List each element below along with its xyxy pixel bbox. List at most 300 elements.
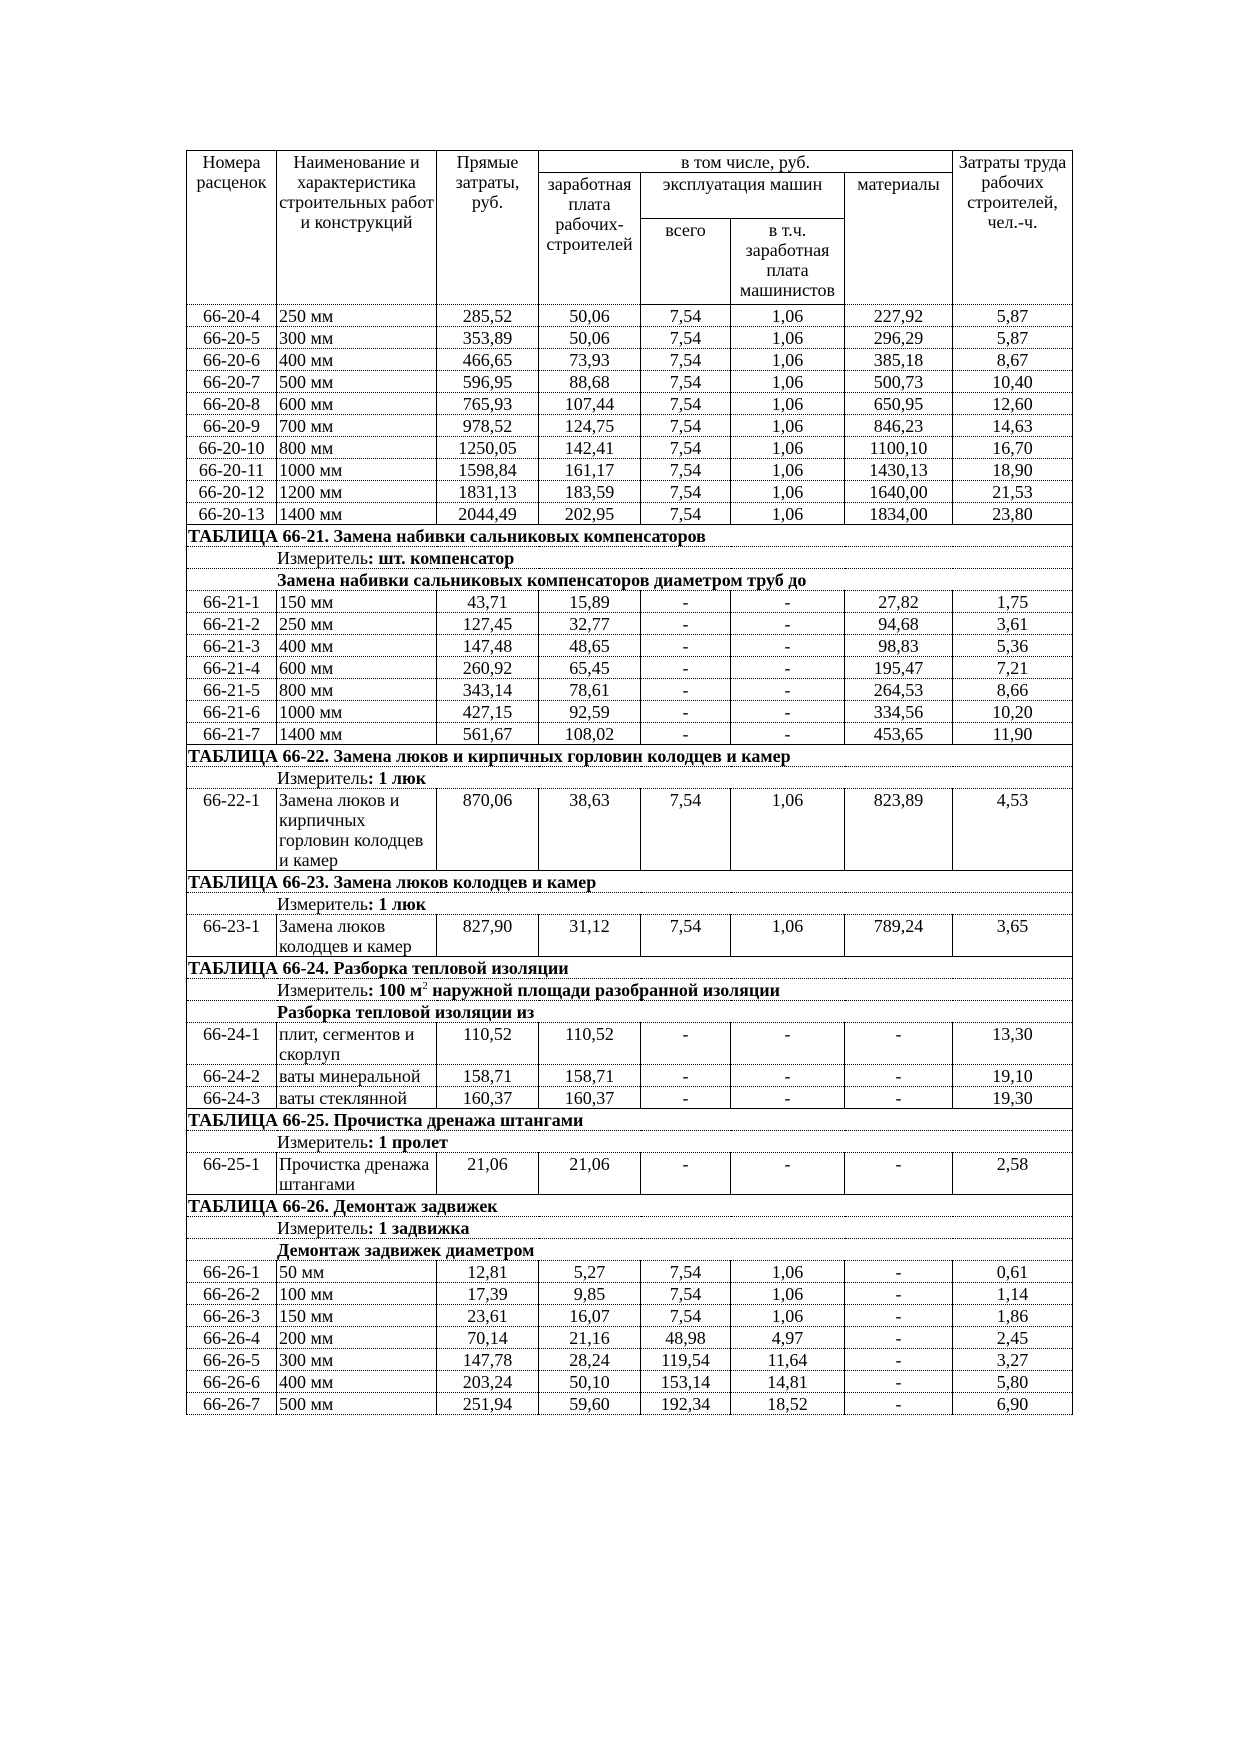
cell-machines-total: 153,14: [641, 1371, 731, 1393]
row-name: 600 мм: [277, 657, 437, 679]
cell-direct-costs: 978,52: [437, 415, 539, 437]
cell-machines-wage: 14,81: [731, 1371, 845, 1393]
row-code: 66-20-10: [187, 437, 277, 459]
row-name: 300 мм: [277, 327, 437, 349]
cell-machines-wage: 1,06: [731, 481, 845, 503]
cell-direct-costs: 160,37: [437, 1087, 539, 1109]
table-row: [187, 701, 1073, 723]
cell-wage: 32,77: [539, 613, 641, 635]
row-code: 66-20-7: [187, 371, 277, 393]
cell-machines-wage: 1,06: [731, 349, 845, 371]
cell-wage: 21,16: [539, 1327, 641, 1349]
table-row: [187, 481, 1073, 503]
cell-direct-costs: 21,06: [437, 1153, 539, 1195]
table-row: [187, 349, 1073, 371]
row-code: 66-21-7: [187, 723, 277, 745]
row-name: 200 мм: [277, 1327, 437, 1349]
cell-machines-total: 7,54: [641, 1283, 731, 1305]
cell-labor: 3,61: [953, 613, 1073, 635]
row-name: ваты стеклянной: [277, 1087, 437, 1109]
measure-label: Измеритель: [277, 1132, 368, 1152]
header-machines: эксплуатация машин: [641, 173, 845, 219]
cell-machines-total: 7,54: [641, 371, 731, 393]
cell-wage: 108,02: [539, 723, 641, 745]
measure-label: Измеритель: [277, 894, 368, 914]
cell-materials: 846,23: [845, 415, 953, 437]
cell-direct-costs: 353,89: [437, 327, 539, 349]
measure-value-rest: наружной площади разобранной изоляции: [427, 980, 781, 1000]
cell-materials: 1834,00: [845, 503, 953, 525]
section-title: ТАБЛИЦА 66-25. Прочистка дренажа штангами: [187, 1109, 1073, 1131]
cell-direct-costs: 110,52: [437, 1023, 539, 1065]
row-code: 66-22-1: [187, 789, 277, 871]
table-row: [187, 1349, 1073, 1371]
cell-machines-wage: 11,64: [731, 1349, 845, 1371]
cell-machines-total: -: [641, 613, 731, 635]
section-title: ТАБЛИЦА 66-26. Демонтаж задвижек: [187, 1195, 1073, 1217]
cell-wage: 28,24: [539, 1349, 641, 1371]
cell-materials: 823,89: [845, 789, 953, 871]
cell-machines-wage: 1,06: [731, 393, 845, 415]
measure-row: [187, 767, 1073, 789]
row-name: 400 мм: [277, 349, 437, 371]
row-code: 66-26-1: [187, 1261, 277, 1283]
cell-materials: 195,47: [845, 657, 953, 679]
cell-materials: 334,56: [845, 701, 953, 723]
cell-labor: 18,90: [953, 459, 1073, 481]
cell-machines-wage: 1,06: [731, 1305, 845, 1327]
cell-direct-costs: 1831,13: [437, 481, 539, 503]
row-code: 66-26-2: [187, 1283, 277, 1305]
cell-wage: 50,06: [539, 305, 641, 327]
measure-row: [187, 547, 1073, 569]
cell-wage: 16,07: [539, 1305, 641, 1327]
cell-labor: 10,40: [953, 371, 1073, 393]
cell-machines-wage: 1,06: [731, 327, 845, 349]
section-title-row: [187, 871, 1073, 893]
cell-wage: 31,12: [539, 915, 641, 957]
row-name: 1000 мм: [277, 701, 437, 723]
cell-materials: 264,53: [845, 679, 953, 701]
cell-labor: 5,80: [953, 1371, 1073, 1393]
section-title-row: [187, 525, 1073, 547]
cell-machines-wage: -: [731, 657, 845, 679]
measure-label: Измеритель: [277, 1218, 368, 1238]
row-code: 66-21-3: [187, 635, 277, 657]
row-name: 800 мм: [277, 437, 437, 459]
table-row: [187, 371, 1073, 393]
row-name: 250 мм: [277, 305, 437, 327]
cell-materials: -: [845, 1283, 953, 1305]
table-row: [187, 789, 1073, 871]
cell-labor: 2,45: [953, 1327, 1073, 1349]
header-including: в том числе, руб.: [539, 151, 953, 173]
cell-direct-costs: 1598,84: [437, 459, 539, 481]
cell-machines-total: 7,54: [641, 459, 731, 481]
row-code: 66-26-6: [187, 1371, 277, 1393]
section-title: ТАБЛИЦА 66-22. Замена люков и кирпичных горловин колодцев и камер: [187, 745, 1073, 767]
subheading-row: [187, 1239, 1073, 1261]
cell-machines-wage: -: [731, 1153, 845, 1195]
cell-machines-total: 192,34: [641, 1393, 731, 1415]
cell-materials: 385,18: [845, 349, 953, 371]
cell-machines-wage: 4,97: [731, 1327, 845, 1349]
cell-direct-costs: 127,45: [437, 613, 539, 635]
header-machines-total: всего: [641, 219, 731, 305]
cell-materials: 27,82: [845, 591, 953, 613]
row-code: 66-26-7: [187, 1393, 277, 1415]
row-code: 66-20-4: [187, 305, 277, 327]
row-code: 66-20-11: [187, 459, 277, 481]
header-code: Номера расценок: [187, 151, 277, 305]
row-name: 100 мм: [277, 1283, 437, 1305]
table-row: [187, 1261, 1073, 1283]
cell-materials: -: [845, 1023, 953, 1065]
row-name: 1200 мм: [277, 481, 437, 503]
cell-machines-total: 7,54: [641, 503, 731, 525]
cell-labor: 1,86: [953, 1305, 1073, 1327]
cell-labor: 8,67: [953, 349, 1073, 371]
cell-labor: 4,53: [953, 789, 1073, 871]
table-row: [187, 327, 1073, 349]
table-row: [187, 1087, 1073, 1109]
row-code: 66-20-8: [187, 393, 277, 415]
row-name: 400 мм: [277, 1371, 437, 1393]
cell-wage: 59,60: [539, 1393, 641, 1415]
cell-wage: 142,41: [539, 437, 641, 459]
price-table: [186, 150, 1073, 1415]
cell-machines-total: 7,54: [641, 305, 731, 327]
cell-materials: 98,83: [845, 635, 953, 657]
cell-materials: 296,29: [845, 327, 953, 349]
cell-machines-wage: 1,06: [731, 789, 845, 871]
cell-machines-total: -: [641, 635, 731, 657]
cell-machines-total: -: [641, 1065, 731, 1087]
cell-wage: 107,44: [539, 393, 641, 415]
measure-value: : 1 люк: [367, 768, 427, 788]
measure-value: : 1 люк: [367, 894, 427, 914]
measure-row: [187, 1131, 1073, 1153]
cell-direct-costs: 870,06: [437, 789, 539, 871]
cell-machines-total: 7,54: [641, 349, 731, 371]
cell-materials: -: [845, 1349, 953, 1371]
table-row: [187, 1327, 1073, 1349]
row-name: 250 мм: [277, 613, 437, 635]
measure-row: [187, 1217, 1073, 1239]
cell-wage: 158,71: [539, 1065, 641, 1087]
table-row: [187, 1023, 1073, 1065]
cell-machines-total: -: [641, 657, 731, 679]
cell-materials: 1100,10: [845, 437, 953, 459]
cell-wage: 124,75: [539, 415, 641, 437]
cell-labor: 3,65: [953, 915, 1073, 957]
row-code: 66-20-12: [187, 481, 277, 503]
cell-wage: 160,37: [539, 1087, 641, 1109]
cell-wage: 15,89: [539, 591, 641, 613]
cell-materials: 789,24: [845, 915, 953, 957]
cell-materials: -: [845, 1327, 953, 1349]
cell-labor: 23,80: [953, 503, 1073, 525]
cell-wage: 48,65: [539, 635, 641, 657]
table-row: [187, 305, 1073, 327]
cell-materials: -: [845, 1065, 953, 1087]
row-code: 66-26-4: [187, 1327, 277, 1349]
table-row: [187, 1153, 1073, 1195]
cell-machines-total: 48,98: [641, 1327, 731, 1349]
row-code: 66-24-3: [187, 1087, 277, 1109]
cell-machines-wage: -: [731, 1087, 845, 1109]
cell-machines-wage: -: [731, 635, 845, 657]
cell-machines-wage: -: [731, 1023, 845, 1065]
table-row: [187, 459, 1073, 481]
cell-labor: 12,60: [953, 393, 1073, 415]
row-name: 300 мм: [277, 1349, 437, 1371]
row-name: Замена люков колодцев и камер: [277, 915, 437, 957]
cell-machines-total: 7,54: [641, 327, 731, 349]
row-code: 66-21-2: [187, 613, 277, 635]
cell-machines-total: -: [641, 1087, 731, 1109]
cell-machines-wage: 1,06: [731, 1283, 845, 1305]
table-row: [187, 1065, 1073, 1087]
cell-labor: 5,87: [953, 305, 1073, 327]
header-machines-wage: в т.ч. заработная плата машинистов: [731, 219, 845, 305]
measure-value: : 1 пролет: [367, 1132, 448, 1152]
row-name: 700 мм: [277, 415, 437, 437]
table-row: [187, 1305, 1073, 1327]
row-name: 50 мм: [277, 1261, 437, 1283]
cell-machines-total: 7,54: [641, 437, 731, 459]
cell-materials: 1430,13: [845, 459, 953, 481]
cell-labor: 5,87: [953, 327, 1073, 349]
cell-labor: 19,30: [953, 1087, 1073, 1109]
cell-direct-costs: 427,15: [437, 701, 539, 723]
cell-labor: 1,75: [953, 591, 1073, 613]
cell-labor: 16,70: [953, 437, 1073, 459]
cell-direct-costs: 251,94: [437, 1393, 539, 1415]
row-code: 66-21-1: [187, 591, 277, 613]
cell-machines-wage: 1,06: [731, 415, 845, 437]
cell-direct-costs: 1250,05: [437, 437, 539, 459]
row-name: 800 мм: [277, 679, 437, 701]
cell-materials: -: [845, 1261, 953, 1283]
measure-unit: [187, 547, 1073, 569]
table-row: [187, 1283, 1073, 1305]
cell-wage: 202,95: [539, 503, 641, 525]
cell-machines-wage: -: [731, 701, 845, 723]
table-row: [187, 415, 1073, 437]
cell-wage: 110,52: [539, 1023, 641, 1065]
section-title-row: [187, 1109, 1073, 1131]
section-title: ТАБЛИЦА 66-24. Разборка тепловой изоляции: [187, 957, 1073, 979]
row-name: 1400 мм: [277, 503, 437, 525]
cell-wage: 38,63: [539, 789, 641, 871]
table-body: [187, 305, 1073, 1415]
subheading: Демонтаж задвижек диаметром: [187, 1239, 1073, 1261]
measure-value: : шт. компенсатор: [367, 548, 515, 568]
measure-unit: [187, 1217, 1073, 1239]
subheading-row: [187, 569, 1073, 591]
measure-label: Измеритель: [277, 548, 368, 568]
measure-unit: [187, 767, 1073, 789]
table-row: [187, 723, 1073, 745]
measure-unit: [187, 979, 1073, 1001]
cell-wage: 78,61: [539, 679, 641, 701]
cell-machines-total: -: [641, 679, 731, 701]
row-code: 66-24-1: [187, 1023, 277, 1065]
cell-direct-costs: 147,48: [437, 635, 539, 657]
row-code: 66-20-5: [187, 327, 277, 349]
cell-machines-wage: -: [731, 679, 845, 701]
cell-direct-costs: 203,24: [437, 1371, 539, 1393]
subheading-row: [187, 1001, 1073, 1023]
row-name: 600 мм: [277, 393, 437, 415]
cell-direct-costs: 343,14: [437, 679, 539, 701]
section-title-row: [187, 1195, 1073, 1217]
cell-labor: 0,61: [953, 1261, 1073, 1283]
cell-direct-costs: 23,61: [437, 1305, 539, 1327]
table-header: [187, 151, 1073, 305]
cell-wage: 9,85: [539, 1283, 641, 1305]
table-row: [187, 679, 1073, 701]
header-materials: материалы: [845, 173, 953, 305]
cell-machines-wage: -: [731, 1065, 845, 1087]
cell-labor: 5,36: [953, 635, 1073, 657]
cell-machines-total: -: [641, 701, 731, 723]
cell-materials: 1640,00: [845, 481, 953, 503]
cell-machines-total: -: [641, 1153, 731, 1195]
cell-materials: 650,95: [845, 393, 953, 415]
table-row: [187, 915, 1073, 957]
cell-machines-total: 119,54: [641, 1349, 731, 1371]
cell-labor: 19,10: [953, 1065, 1073, 1087]
measure-value: : 100 м: [367, 980, 423, 1000]
cell-machines-total: -: [641, 591, 731, 613]
cell-machines-wage: 1,06: [731, 371, 845, 393]
cell-materials: -: [845, 1371, 953, 1393]
row-name: 500 мм: [277, 1393, 437, 1415]
row-code: 66-21-4: [187, 657, 277, 679]
cell-materials: 94,68: [845, 613, 953, 635]
cell-machines-total: -: [641, 723, 731, 745]
row-code: 66-25-1: [187, 1153, 277, 1195]
subheading: Разборка тепловой изоляции из: [187, 1001, 1073, 1023]
row-code: 66-23-1: [187, 915, 277, 957]
cell-machines-total: 7,54: [641, 789, 731, 871]
measure-superscript: 2: [422, 980, 428, 992]
cell-machines-total: 7,54: [641, 915, 731, 957]
cell-labor: 21,53: [953, 481, 1073, 503]
measure-row: [187, 893, 1073, 915]
row-code: 66-26-3: [187, 1305, 277, 1327]
table-row: [187, 657, 1073, 679]
cell-machines-wage: -: [731, 591, 845, 613]
cell-wage: 183,59: [539, 481, 641, 503]
row-code: 66-21-6: [187, 701, 277, 723]
cell-labor: 10,20: [953, 701, 1073, 723]
header-name: Наименование и характеристика строительных работ и конструкций: [277, 151, 437, 305]
cell-materials: -: [845, 1087, 953, 1109]
row-name: 150 мм: [277, 1305, 437, 1327]
cell-direct-costs: 260,92: [437, 657, 539, 679]
cell-direct-costs: 285,52: [437, 305, 539, 327]
row-name: Прочистка дренажа штангами: [277, 1153, 437, 1195]
cell-direct-costs: 70,14: [437, 1327, 539, 1349]
cell-machines-total: -: [641, 1023, 731, 1065]
measure-label: Измеритель: [277, 768, 368, 788]
row-name: ваты минеральной: [277, 1065, 437, 1087]
cell-machines-wage: 1,06: [731, 459, 845, 481]
cell-materials: 227,92: [845, 305, 953, 327]
measure-label: Измеритель: [277, 980, 368, 1000]
header-labor: Затраты труда рабочих строителей, чел.-ч.: [953, 151, 1073, 305]
row-code: 66-20-6: [187, 349, 277, 371]
cell-machines-total: 7,54: [641, 415, 731, 437]
cell-machines-total: 7,54: [641, 1305, 731, 1327]
measure-value: : 1 задвижка: [367, 1218, 470, 1238]
cell-machines-wage: 1,06: [731, 1261, 845, 1283]
measure-row: [187, 979, 1073, 1001]
cell-labor: 7,21: [953, 657, 1073, 679]
cell-wage: 21,06: [539, 1153, 641, 1195]
cell-direct-costs: 17,39: [437, 1283, 539, 1305]
table-row: [187, 635, 1073, 657]
row-name: 150 мм: [277, 591, 437, 613]
row-code: 66-24-2: [187, 1065, 277, 1087]
cell-machines-total: 7,54: [641, 1261, 731, 1283]
table-row: [187, 1393, 1073, 1415]
cell-labor: 1,14: [953, 1283, 1073, 1305]
cell-direct-costs: 561,67: [437, 723, 539, 745]
section-title-row: [187, 745, 1073, 767]
cell-labor: 8,66: [953, 679, 1073, 701]
cell-machines-wage: 1,06: [731, 503, 845, 525]
header-direct-costs: Прямые затраты, руб.: [437, 151, 539, 305]
section-title: ТАБЛИЦА 66-23. Замена люков колодцев и камер: [187, 871, 1073, 893]
cell-direct-costs: 147,78: [437, 1349, 539, 1371]
cell-machines-wage: -: [731, 613, 845, 635]
row-code: 66-20-13: [187, 503, 277, 525]
table-row: [187, 437, 1073, 459]
cell-machines-wage: 18,52: [731, 1393, 845, 1415]
section-title-row: [187, 957, 1073, 979]
cell-direct-costs: 466,65: [437, 349, 539, 371]
row-name: 500 мм: [277, 371, 437, 393]
row-code: 66-21-5: [187, 679, 277, 701]
cell-direct-costs: 158,71: [437, 1065, 539, 1087]
cell-labor: 3,27: [953, 1349, 1073, 1371]
cell-machines-total: 7,54: [641, 393, 731, 415]
table-row: [187, 613, 1073, 635]
cell-labor: 14,63: [953, 415, 1073, 437]
section-title: ТАБЛИЦА 66-21. Замена набивки сальниковых компенсаторов: [187, 525, 1073, 547]
row-name: плит, сегментов и скорлуп: [277, 1023, 437, 1065]
cell-materials: 500,73: [845, 371, 953, 393]
cell-materials: 453,65: [845, 723, 953, 745]
cell-wage: 88,68: [539, 371, 641, 393]
row-name: 400 мм: [277, 635, 437, 657]
cell-wage: 50,10: [539, 1371, 641, 1393]
table-row: [187, 393, 1073, 415]
cell-labor: 13,30: [953, 1023, 1073, 1065]
cell-direct-costs: 2044,49: [437, 503, 539, 525]
row-code: 66-20-9: [187, 415, 277, 437]
cell-wage: 92,59: [539, 701, 641, 723]
cell-wage: 73,93: [539, 349, 641, 371]
row-code: 66-26-5: [187, 1349, 277, 1371]
cell-wage: 65,45: [539, 657, 641, 679]
table-row: [187, 591, 1073, 613]
cell-direct-costs: 43,71: [437, 591, 539, 613]
